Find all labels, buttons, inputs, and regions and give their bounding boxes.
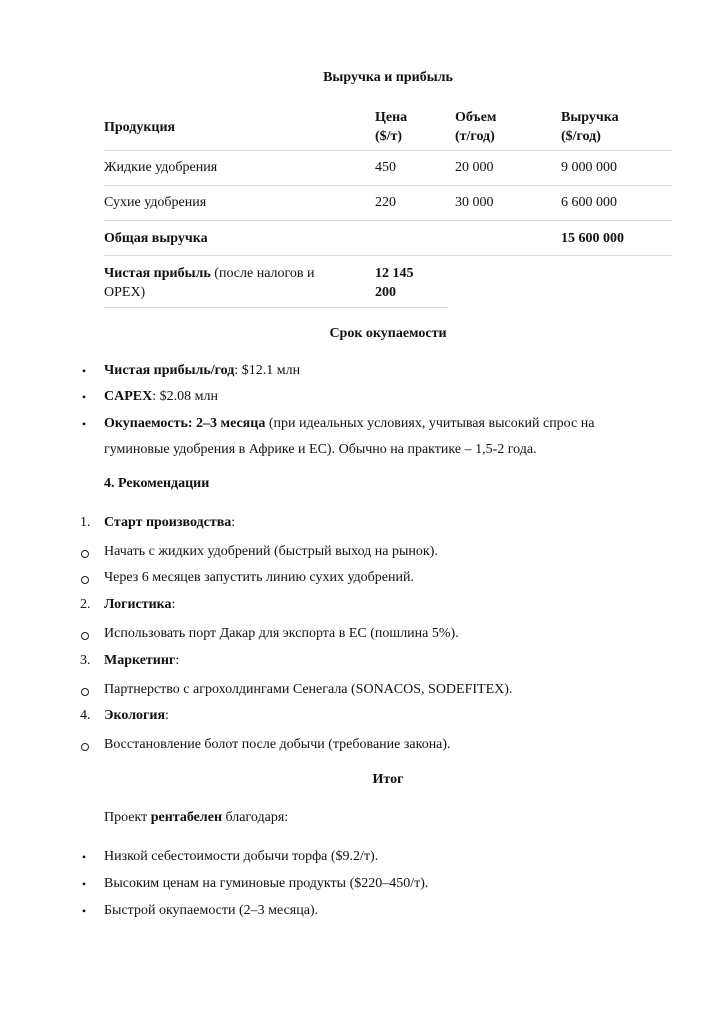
table-row	[104, 158, 672, 178]
circle-bullet-icon	[81, 550, 89, 558]
table-net-profit-row	[104, 264, 672, 304]
table-row	[104, 193, 672, 213]
list-item: Высоким ценам на гуминовые продукты ($220–450/т).	[104, 876, 429, 891]
list-number: 1.	[80, 515, 91, 530]
header-volume: Объем (т/год)	[455, 110, 497, 144]
table-divider	[104, 150, 672, 151]
row-product: Жидкие удобрения	[104, 160, 218, 175]
total-value: 15 600 000	[561, 231, 624, 246]
numbered-item: Логистика:	[104, 597, 176, 612]
list-item: CAPEX: $2.08 млн	[104, 389, 218, 404]
summary-intro: Проект рентабелен благодаря:	[104, 810, 289, 825]
row-price: 220	[375, 195, 396, 210]
circle-bullet-icon	[81, 576, 89, 584]
numbered-item: Маркетинг:	[104, 653, 180, 668]
sub-item: Начать с жидких удобрений (быстрый выход на рынок).	[104, 544, 438, 559]
payback-section-title: Срок окупаемости	[329, 326, 447, 341]
net-profit-label: Чистая прибыль (после налогов и OPEX)	[104, 266, 315, 300]
net-profit-value: 12 145 200	[375, 266, 414, 300]
numbered-item: Старт производства:	[104, 515, 236, 530]
total-label: Общая выручка	[104, 231, 208, 246]
list-item: Окупаемость: 2–3 месяца (при идеальных условиях, учитывая высокий спрос на гуминовые удобрения в Африке и ЕС). Обычно на практике – 1,5-2 года.	[104, 416, 595, 457]
header-product: Продукция	[104, 120, 176, 135]
row-price: 450	[375, 160, 396, 175]
table-divider	[104, 307, 448, 308]
bullet-icon: •	[81, 877, 87, 891]
table-divider	[104, 255, 672, 256]
bullet-icon: •	[81, 390, 87, 404]
circle-bullet-icon	[81, 632, 89, 640]
numbered-item: Экология:	[104, 708, 169, 723]
table-divider	[104, 220, 672, 221]
list-number: 2.	[80, 597, 91, 612]
row-revenue: 6 600 000	[561, 195, 617, 210]
row-volume: 30 000	[455, 195, 494, 210]
bullet-icon: •	[81, 364, 87, 378]
table-total-row	[104, 229, 672, 249]
list-number: 3.	[80, 653, 91, 668]
sub-item: Использовать порт Дакар для экспорта в ЕС (пошлина 5%).	[104, 626, 459, 641]
row-revenue: 9 000 000	[561, 160, 617, 175]
summary-section-title: Итог	[372, 772, 404, 787]
header-revenue: Выручка ($/год)	[561, 110, 619, 144]
recommendations-title: 4. Рекомендации	[104, 476, 210, 491]
row-product: Сухие удобрения	[104, 195, 207, 210]
bullet-icon: •	[81, 417, 87, 431]
bullet-icon: •	[81, 850, 87, 864]
bullet-icon: •	[81, 904, 87, 918]
sub-item: Партнерство с агрохолдингами Сенегала (SONACOS, SODEFITEX).	[104, 682, 513, 697]
circle-bullet-icon	[81, 688, 89, 696]
list-item: Низкой себестоимости добычи торфа ($9.2/т).	[104, 849, 379, 864]
table-divider	[104, 185, 672, 186]
list-number: 4.	[80, 708, 91, 723]
list-item: Чистая прибыль/год: $12.1 млн	[104, 363, 301, 378]
circle-bullet-icon	[81, 743, 89, 751]
list-item: Быстрой окупаемости (2–3 месяца).	[104, 903, 319, 918]
sub-item: Через 6 месяцев запустить линию сухих удобрений.	[104, 570, 414, 585]
header-price: Цена ($/т)	[375, 110, 408, 144]
sub-item: Восстановление болот после добычи (требование закона).	[104, 737, 451, 752]
row-volume: 20 000	[455, 160, 494, 175]
revenue-section-title: Выручка и прибыль	[323, 70, 453, 85]
table-header-row	[104, 108, 672, 148]
